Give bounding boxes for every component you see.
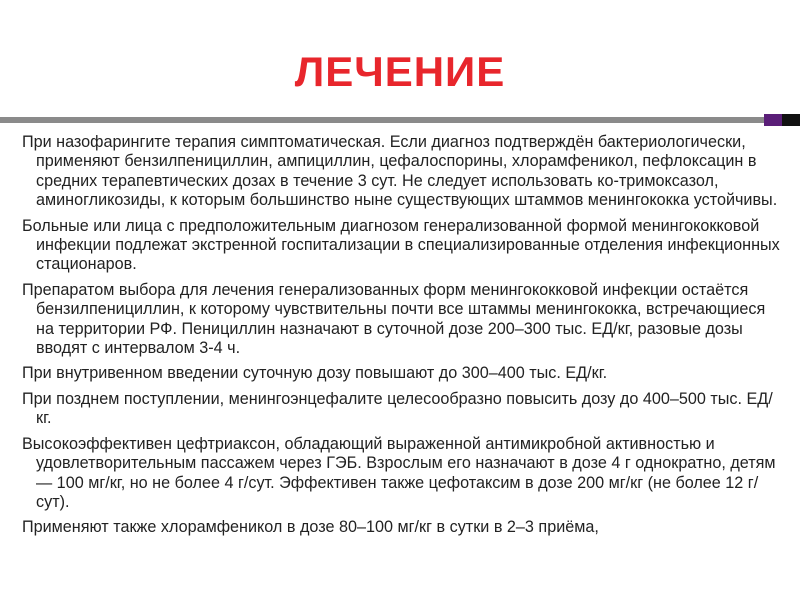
divider-black-accent	[782, 114, 800, 126]
paragraph-hospitalization: Больные или лица с предположительным диагнозом генерализованной формой менингококковой инфекции подлежат экстренной госпитализации в специализированные отделения инфекционных стационаров.	[22, 216, 780, 274]
paragraph-chloramphenicol: Применяют также хлорамфеникол в дозе 80–100 мг/кг в сутки в 2–3 приёма,	[22, 518, 599, 537]
slide-body	[22, 133, 782, 544]
title-divider	[0, 114, 800, 126]
slide-title: ЛЕЧЕНИЕ	[294, 48, 506, 95]
paragraph-iv-dose: При внутривенном введении суточную дозу повышают до 300–400 тыс. ЕД/кг.	[22, 364, 608, 383]
divider-gray-bar	[0, 117, 788, 123]
paragraph-nasopharyngitis: При назофарингите терапия симптоматическая. Если диагноз подтверждён бактериологически, применяют бензилпенициллин, ампициллин, цефалоспорины, хлорамфеникол, пефлоксацин в средних терапевтических дозах в течение 3 сут. Не следует использовать ко-тримоксазол, аминогликозиды, к которым большинство ныне существующих штаммов менингококка устойчивы.	[22, 133, 778, 210]
paragraph-ceftriaxone: Высокоэффективен цефтриаксон, обладающий выраженной антимикробной активностью и удовлетворительным пассажем через ГЭБ. Взрослым его назначают в дозе 4 г однократно, детям — 100 мг/кг, но не более 4 г/сут. Эффективен также цефотаксим в дозе 200 мг/кг (не более 12 г/сут).	[22, 434, 776, 511]
divider-purple-accent	[764, 114, 782, 126]
paragraph-drug-of-choice: Препаратом выбора для лечения генерализованных форм менингококковой инфекции остаётся бензилпенициллин, к которому чувствительны почти все штаммы менингококка, встречающиеся на территории РФ. Пенициллин назначают в суточной дозе 200–300 тыс. ЕД/кг, разовые дозы вводят с интервалом 3-4 ч.	[22, 280, 766, 358]
paragraph-late-admission: При позднем поступлении, менингоэнцефалите целесообразно повысить дозу до 400–500 тыс. ЕД/кг.	[22, 389, 773, 428]
